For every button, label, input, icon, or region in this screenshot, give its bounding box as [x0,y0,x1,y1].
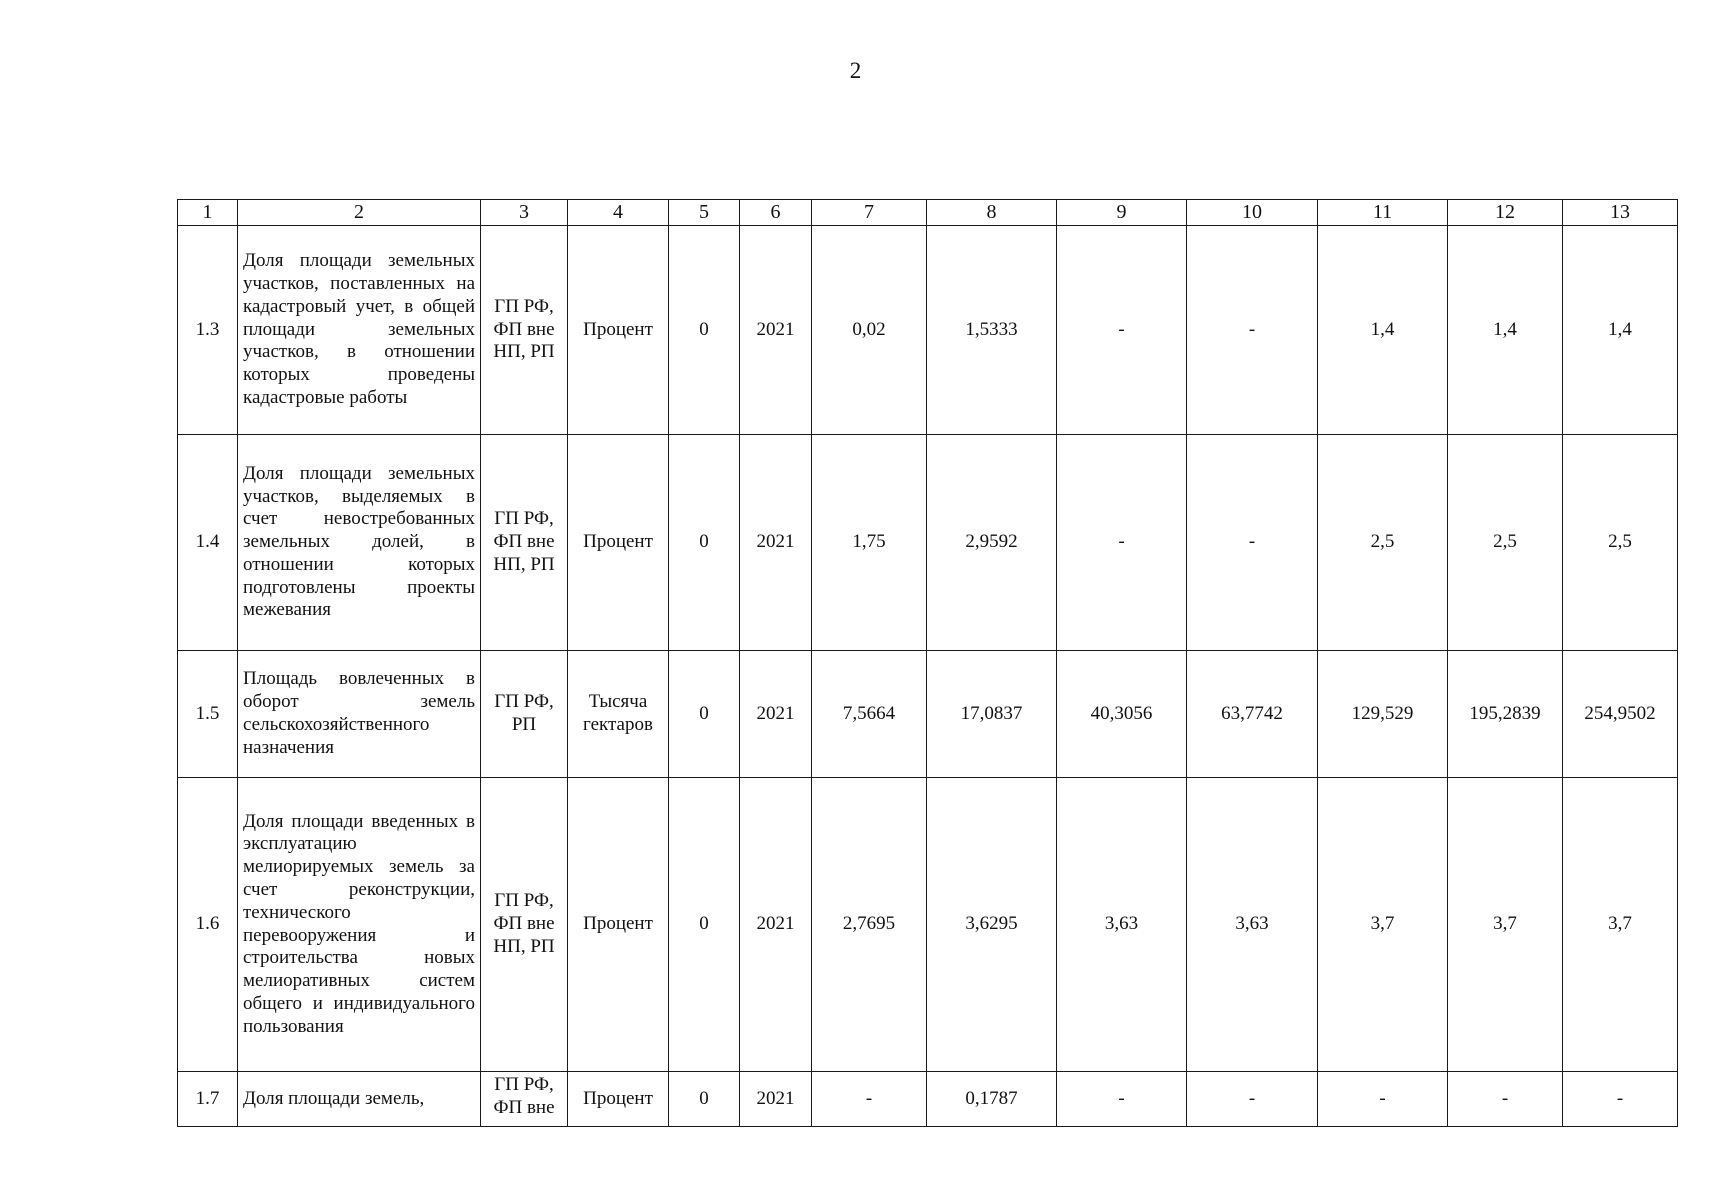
indicator-unit: Тысяча гектаров [568,651,669,778]
value-col-11: - [1318,1072,1448,1127]
column-header: 1 [178,200,238,226]
value-col-9: - [1057,226,1187,435]
indicators-table [177,199,1678,1127]
table-row [178,1072,1678,1127]
base-year: 2021 [740,1072,812,1127]
table-row [178,226,1678,435]
column-header: 13 [1563,200,1678,226]
indicator-unit: Процент [568,435,669,651]
base-value: 0 [669,651,740,778]
base-year: 2021 [740,435,812,651]
base-year: 2021 [740,226,812,435]
value-col-11: 2,5 [1318,435,1448,651]
value-col-13: 2,5 [1563,435,1678,651]
value-col-9: - [1057,435,1187,651]
row-number: 1.7 [178,1072,238,1127]
column-header: 6 [740,200,812,226]
value-col-7: 7,5664 [812,651,927,778]
base-value: 0 [669,1072,740,1127]
column-header: 7 [812,200,927,226]
value-col-11: 129,529 [1318,651,1448,778]
indicator-source: ГП РФ, ФП вне НП, РП [481,435,568,651]
value-col-10: - [1187,226,1318,435]
row-number: 1.3 [178,226,238,435]
indicator-name: Доля площади земель, [238,1072,481,1127]
value-col-8: 17,0837 [927,651,1057,778]
value-col-9: - [1057,1072,1187,1127]
column-header: 8 [927,200,1057,226]
value-col-8: 0,1787 [927,1072,1057,1127]
value-col-8: 3,6295 [927,778,1057,1072]
table-row [178,435,1678,651]
base-year: 2021 [740,651,812,778]
column-header: 3 [481,200,568,226]
column-header: 2 [238,200,481,226]
row-number: 1.6 [178,778,238,1072]
value-col-12: 195,2839 [1448,651,1563,778]
indicator-name: Площадь вовлеченных в оборот земель сельскохозяйственного назначения [238,651,481,778]
value-col-10: 63,7742 [1187,651,1318,778]
value-col-12: - [1448,1072,1563,1127]
table-header-row [178,200,1678,226]
column-header: 10 [1187,200,1318,226]
row-number: 1.5 [178,651,238,778]
row-number: 1.4 [178,435,238,651]
page-number: 2 [849,58,862,83]
table-row [178,778,1678,1072]
indicator-unit: Процент [568,778,669,1072]
value-col-13: - [1563,1072,1678,1127]
value-col-7: 2,7695 [812,778,927,1072]
value-col-9: 40,3056 [1057,651,1187,778]
column-header: 11 [1318,200,1448,226]
value-col-13: 3,7 [1563,778,1678,1072]
value-col-7: 0,02 [812,226,927,435]
value-col-7: 1,75 [812,435,927,651]
column-header: 12 [1448,200,1563,226]
value-col-12: 2,5 [1448,435,1563,651]
base-year: 2021 [740,778,812,1072]
indicator-source: ГП РФ, ФП вне НП, РП [481,778,568,1072]
value-col-7: - [812,1072,927,1127]
indicator-source: ГП РФ, ФП вне НП, РП [481,226,568,435]
base-value: 0 [669,435,740,651]
value-col-8: 2,9592 [927,435,1057,651]
value-col-12: 1,4 [1448,226,1563,435]
indicator-source: ГП РФ, РП [481,651,568,778]
column-header: 9 [1057,200,1187,226]
value-col-11: 3,7 [1318,778,1448,1072]
value-col-10: - [1187,435,1318,651]
value-col-10: 3,63 [1187,778,1318,1072]
column-header: 5 [669,200,740,226]
value-col-11: 1,4 [1318,226,1448,435]
value-col-13: 1,4 [1563,226,1678,435]
value-col-13: 254,9502 [1563,651,1678,778]
indicator-source: ГП РФ, ФП вне [481,1072,568,1127]
value-col-8: 1,5333 [927,226,1057,435]
indicator-unit: Процент [568,226,669,435]
indicator-name: Доля площади земельных участков, выделяемых в счет невостребованных земельных долей, в отношении которых подготовлены проекты межевания [238,435,481,651]
table-row [178,651,1678,778]
base-value: 0 [669,226,740,435]
value-col-9: 3,63 [1057,778,1187,1072]
value-col-10: - [1187,1072,1318,1127]
column-header: 4 [568,200,669,226]
indicator-name: Доля площади земельных участков, поставленных на кадастровый учет, в общей площади земельных участков, в отношении которых проведены кадастровые работы [238,226,481,435]
indicator-unit: Процент [568,1072,669,1127]
value-col-12: 3,7 [1448,778,1563,1072]
base-value: 0 [669,778,740,1072]
indicator-name: Доля площади введенных в эксплуатацию мелиорируемых земель за счет реконструкции, технического перевооружения и строительства новых мелиоративных систем общего и индивидуального пользования [238,778,481,1072]
